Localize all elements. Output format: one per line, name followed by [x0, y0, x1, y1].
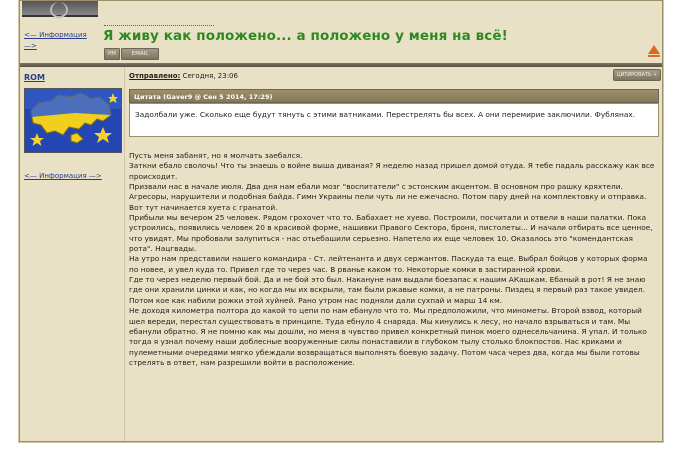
signature-headline: Я живу как положено... а положено у меня на всё!: [103, 28, 508, 44]
email-button[interactable]: EMAIL: [121, 48, 159, 60]
quote-button[interactable]: [613, 69, 661, 81]
quote-button-label: ЦИТИРОВАТЬ: [616, 72, 652, 78]
post-info-link[interactable]: <— Информация —>: [24, 172, 102, 180]
post-username[interactable]: ROM: [24, 73, 45, 82]
post-paragraph: Не доходя километра полтора до какой то цепи по нам ебануло что то. Мы предположили, что минометы. Второй взвод, который шел вереди, перестал существовать в принципе. Туда ебнуло 4 снаряда. Мы кинулись к лесу, но начало взрываться и там. Мы ебанули обратно. Я не помню как мы дошли, но меня в чувство привел конкретный пинок моего однесельчанина. Я упал. И только тогда я узнал почему наши доблесные вооруженные силы понаставили в глубоком тылу столько блокпостов. Нас криками и пулеметными очередями мягко убеждали возвращаться выполнять боевую задачу. Потом часа через два, когда мы были готовы стрелять в ответ, нам разрешили войти в расположение.: [129, 306, 647, 367]
pm-button[interactable]: PM: [104, 48, 120, 60]
post-paragraph: Прибыли мы вечером 25 человек. Рядом грохочет что то. Бабахает не хуево. Построили, посчитали и отвели в наши палатки. Пока устроились, появились человек 20 в красивой форме, нашивки Правого Сектора, броня, пистолеты... И начали отбирать все ценное, что увидят. Мы пробовали залупиться - нас отьебашили серьезно. Напетело их еще человек 10. Оказалось это "комендантская рота". Нацгвады.: [129, 213, 653, 254]
post-body: [129, 151, 659, 368]
forum-frame: [19, 0, 663, 442]
prev-post-author-column: [20, 1, 100, 65]
post-paragraph: Призвали нас в начале июля. Два дня нам ебали мозг "воспитатели" с эстонским акцентом. В основном про рашку кряхтели. Агресоры, нарушители и подобная байда. Гимн Украины пели чуть ли не ежечасно. Потом пару дней на комплектовку и отправка. Вот тут начинается хуета с гранатой.: [129, 182, 647, 212]
post-paragraph: На утро нам представили нашего командира - Ст. лейтенанта и двух сержантов. Паскуда та еще. Выбрал бойцов у которых форма по новее, и увел куда то. Привел где то через час. В рванье каком то. Некоторые комки в застиранной крови.: [129, 254, 648, 274]
quote-body: Задолбали уже. Сколько еще будут тянуть с этими ватниками. Перестрелять бы всех. А они перемирие заключили. Фублянах.: [129, 103, 659, 137]
avatar: [24, 88, 122, 153]
quote-plus-icon: +: [653, 72, 658, 78]
post-paragraph: Пусть меня забанят, но я молчать заебался.: [129, 151, 303, 160]
sent-label: Отправлено:: [129, 72, 181, 80]
sent-time: Сегодня, 23:06: [182, 72, 238, 80]
up-arrow-icon[interactable]: [648, 45, 660, 54]
prev-avatar: [22, 1, 98, 17]
up-arrow-icon-bar[interactable]: [648, 55, 660, 57]
post-meta: [129, 72, 238, 80]
quote-header: Цитата (Gaver9 @ Сен 5 2014, 17:29): [129, 89, 659, 103]
avatar-ukraine-map: [25, 89, 121, 152]
post-paragraph: Где то через неделю первый бой. Да и не бой это был. Накануне нам выдали боезапас к нашим АКашкам. Ебаный в рот! Я не знаю где они хранили цинки и как, но когда мы их вскрыли, там были ржавые комки, а не патроны. Пиздец я первый раз такое увидел. Потом кое как набили рожки этой хуйней. Рано утром нас подняли дали сухпай и марш 14 км.: [129, 275, 646, 305]
prev-info-link[interactable]: <— Информация —>: [24, 31, 87, 50]
signature-divider: [104, 25, 214, 26]
post-paragraph: Заткни ебало сволочь! Что ты знаешь о войне выша диваная? Я неделю назад пришел домой отуда. Я тебе падаль расскажу как все происходит.: [129, 161, 655, 181]
